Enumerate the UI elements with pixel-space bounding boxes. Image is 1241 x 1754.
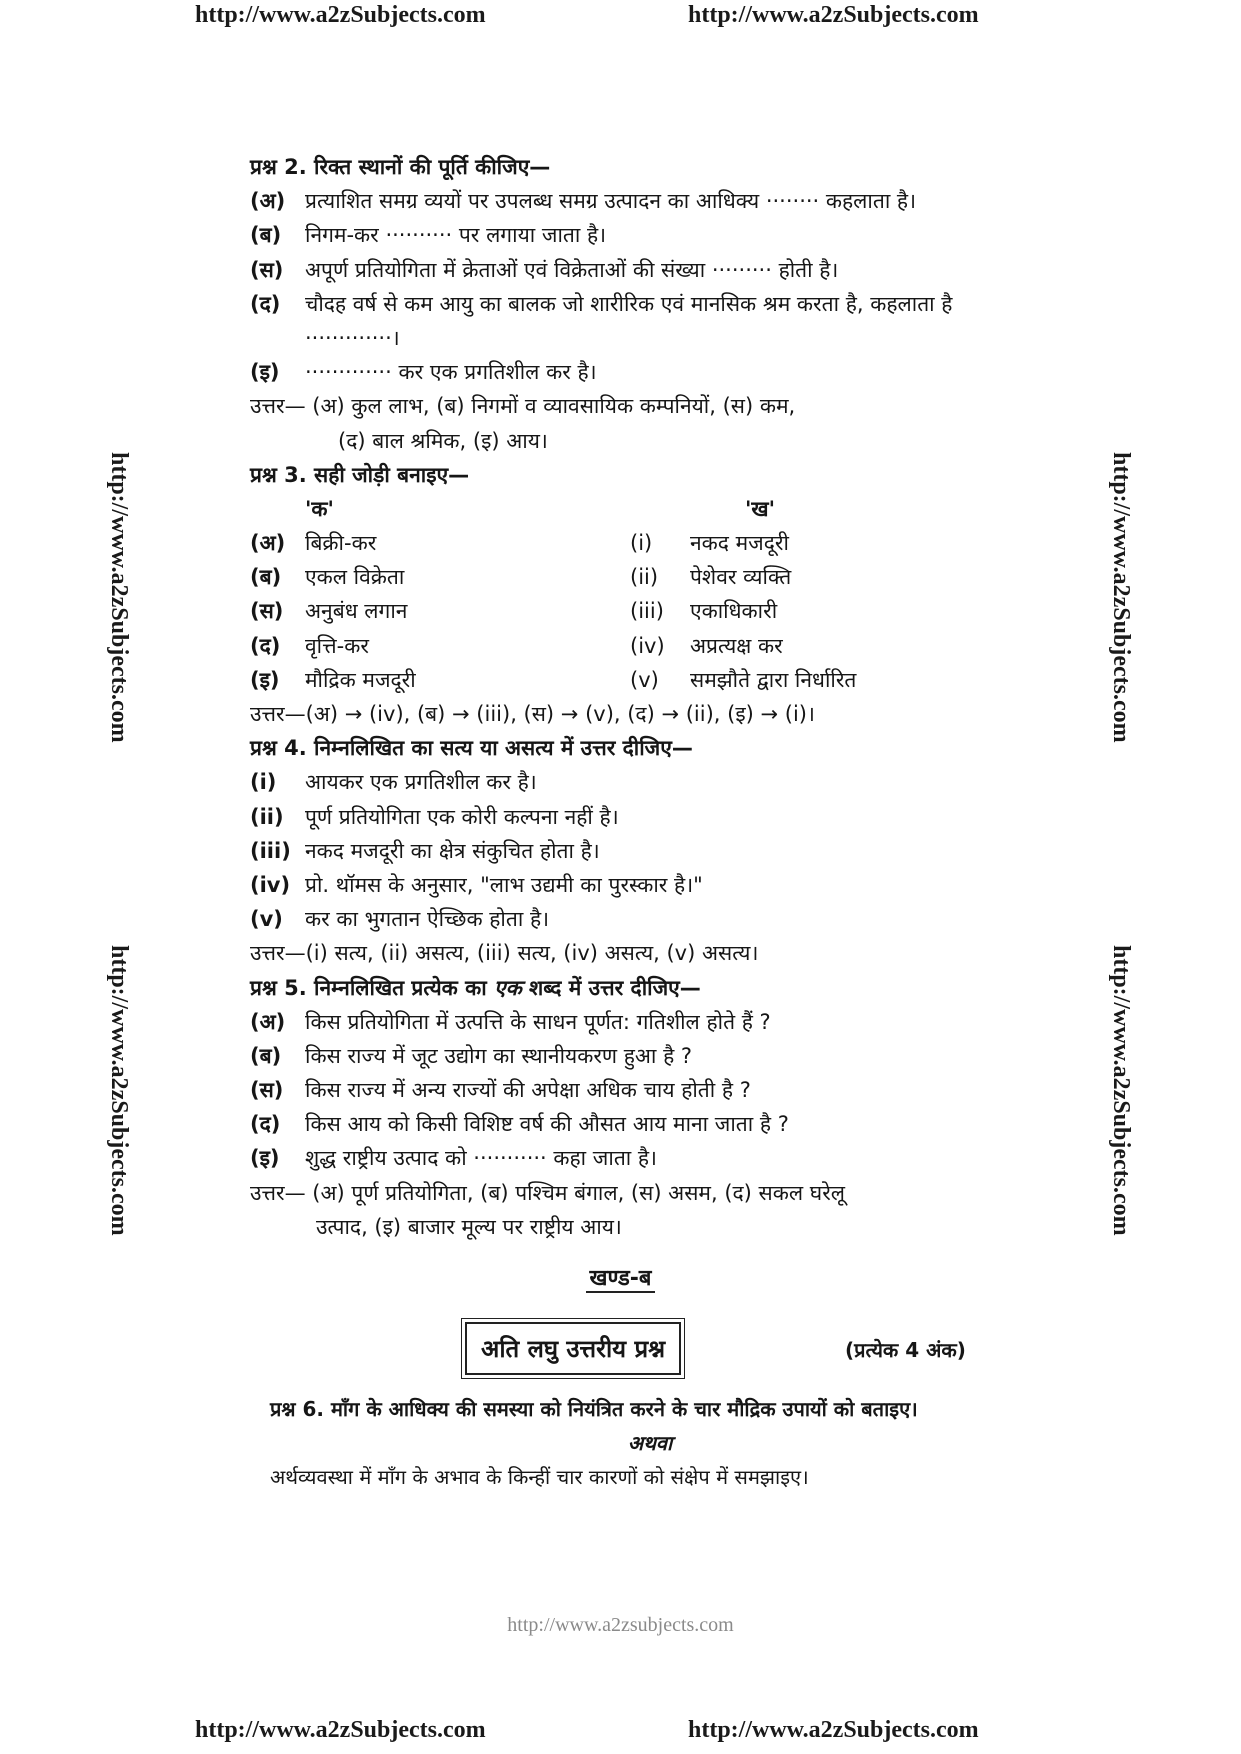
q6-text: प्रश्न 6. माँग के आधिक्य की समस्या को नियंत्रित करने के चार मौद्रिक उपायों को बताइए। bbox=[270, 1397, 918, 1421]
q3-row: (द) वृत्ति-कर (iv) अप्रत्यक्ष कर bbox=[250, 633, 783, 658]
q5-answer: उत्तर— (अ) पूर्ण प्रतियोगिता, (ब) पश्चिम बंगाल, (स) असम, (द) सकल घरेलू bbox=[250, 1180, 846, 1205]
watermark-top-right: http://www.a2zSubjects.com bbox=[688, 2, 979, 28]
q3-row: (इ) मौद्रिक मजदूरी (v) समझौते द्वारा निर्धारित bbox=[250, 667, 857, 692]
q2-item: (स) अपूर्ण प्रतियोगिता में क्रेताओं एवं विक्रेताओं की संख्या ········· होती है। bbox=[250, 257, 839, 282]
q5-title: प्रश्न 5. निम्नलिखित प्रत्येक का एक शब्द में उत्तर दीजिए— bbox=[250, 975, 701, 1000]
q6-or: अथवा bbox=[627, 1431, 673, 1455]
watermark-side-right-1: http://www.a2zSubjects.com bbox=[1108, 452, 1134, 743]
q3-row: (ब) एकल विक्रेता (ii) पेशेवर व्यक्ति bbox=[250, 565, 792, 590]
q5-answer-cont: उत्पाद, (इ) बाजार मूल्य पर राष्ट्रीय आय। bbox=[316, 1214, 622, 1239]
q2-answer: उत्तर— (अ) कुल लाभ, (ब) निगमों व व्यावसायिक कम्पनियों, (स) कम, bbox=[250, 394, 796, 419]
q2-item: (इ) ············· कर एक प्रगतिशील कर है। bbox=[250, 360, 597, 385]
section-box bbox=[465, 1318, 681, 1378]
q5-item: (स) किस राज्य में अन्य राज्यों की अपेक्षा अधिक चाय होती है ? bbox=[250, 1078, 751, 1103]
q4-item: (v) कर का भुगतान ऐच्छिक होता है। bbox=[250, 907, 550, 932]
watermark-top-left: http://www.a2zSubjects.com bbox=[195, 2, 486, 28]
q6-block bbox=[270, 1392, 1030, 1494]
q5-item: (इ) शुद्ध राष्ट्रीय उत्पाद को ··········· कहा जाता है। bbox=[250, 1146, 658, 1171]
q4-answer: उत्तर—(i) सत्य, (ii) असत्य, (iii) सत्य, (iv) असत्य, (v) असत्य। bbox=[250, 941, 759, 966]
watermark-bottom-left: http://www.a2zSubjects.com bbox=[195, 1717, 486, 1743]
q4-item: (iii) नकद मजदूरी का क्षेत्र संकुचित होता है। bbox=[250, 838, 600, 863]
section-title: खण्ड-ब bbox=[0, 1262, 1241, 1292]
q6-alt: अर्थव्यवस्था में माँग के अभाव के किन्हीं चार कारणों को संक्षेप में समझाइए। bbox=[270, 1465, 809, 1489]
q4-item: (iv) प्रो. थॉमस के अनुसार, "लाभ उद्यमी का पुरस्कार है।" bbox=[250, 872, 703, 897]
q2-item: (ब) निगम-कर ·········· पर लगाया जाता है। bbox=[250, 223, 607, 248]
q3-row: (स) अनुबंध लगान (iii) एकाधिकारी bbox=[250, 599, 778, 624]
q4-item: (i) आयकर एक प्रगतिशील कर है। bbox=[250, 770, 537, 795]
q4-title: प्रश्न 4. निम्नलिखित का सत्य या असत्य में उत्तर दीजिए— bbox=[250, 736, 693, 761]
q3-row: (अ) बिक्री-कर (i) नकद मजदूरी bbox=[250, 531, 789, 556]
q3-column-heads bbox=[250, 492, 1035, 526]
q4-item: (ii) पूर्ण प्रतियोगिता एक कोरी कल्पना नहीं है। bbox=[250, 804, 619, 829]
q2-title: प्रश्न 2. रिक्त स्थानों की पूर्ति कीजिए— bbox=[250, 155, 551, 179]
q5-item: (अ) किस प्रतियोगिता में उत्पत्ति के साधन पूर्णत: गतिशील होते हैं ? bbox=[250, 1009, 771, 1034]
section-box-title: अति लघु उत्तरीय प्रश्न bbox=[465, 1322, 681, 1375]
footer-url: http://www.a2zsubjects.com bbox=[507, 1614, 734, 1636]
q2-answer-cont: (द) बाल श्रमिक, (इ) आय। bbox=[338, 428, 548, 453]
q5-item: (द) किस आय को किसी विशिष्ट वर्ष की औसत आय माना जाता है ? bbox=[250, 1112, 789, 1137]
section-marks: (प्रत्येक 4 अंक) bbox=[845, 1338, 966, 1362]
q2-item: (अ) प्रत्याशित समग्र व्ययों पर उपलब्ध समग्र उत्पादन का आधिक्य ········ कहलाता है। bbox=[250, 189, 917, 214]
watermark-side-left-2: http://www.a2zSubjects.com bbox=[106, 945, 132, 1236]
q5-item: (ब) किस राज्य में जूट उद्योग का स्थानीयकरण हुआ है ? bbox=[250, 1043, 693, 1068]
q3-col-b-head: 'ख' bbox=[745, 496, 776, 521]
q2-item: (द) चौदह वर्ष से कम आयु का बालक जो शारीरिक एवं मानसिक श्रम करता है, कहलाता है ·············। bbox=[250, 291, 953, 350]
watermark-side-left-1: http://www.a2zSubjects.com bbox=[106, 452, 132, 743]
question-content bbox=[250, 150, 1035, 1244]
watermark-side-right-2: http://www.a2zSubjects.com bbox=[1108, 945, 1134, 1236]
q3-col-a-head: 'क' bbox=[305, 496, 334, 521]
q3-title: प्रश्न 3. सही जोड़ी बनाइए— bbox=[250, 462, 470, 487]
watermark-bottom-right: http://www.a2zSubjects.com bbox=[688, 1717, 979, 1743]
q3-answer: उत्तर—(अ) → (iv), (ब) → (iii), (स) → (v), (द) → (ii), (इ) → (i)। bbox=[250, 702, 815, 727]
